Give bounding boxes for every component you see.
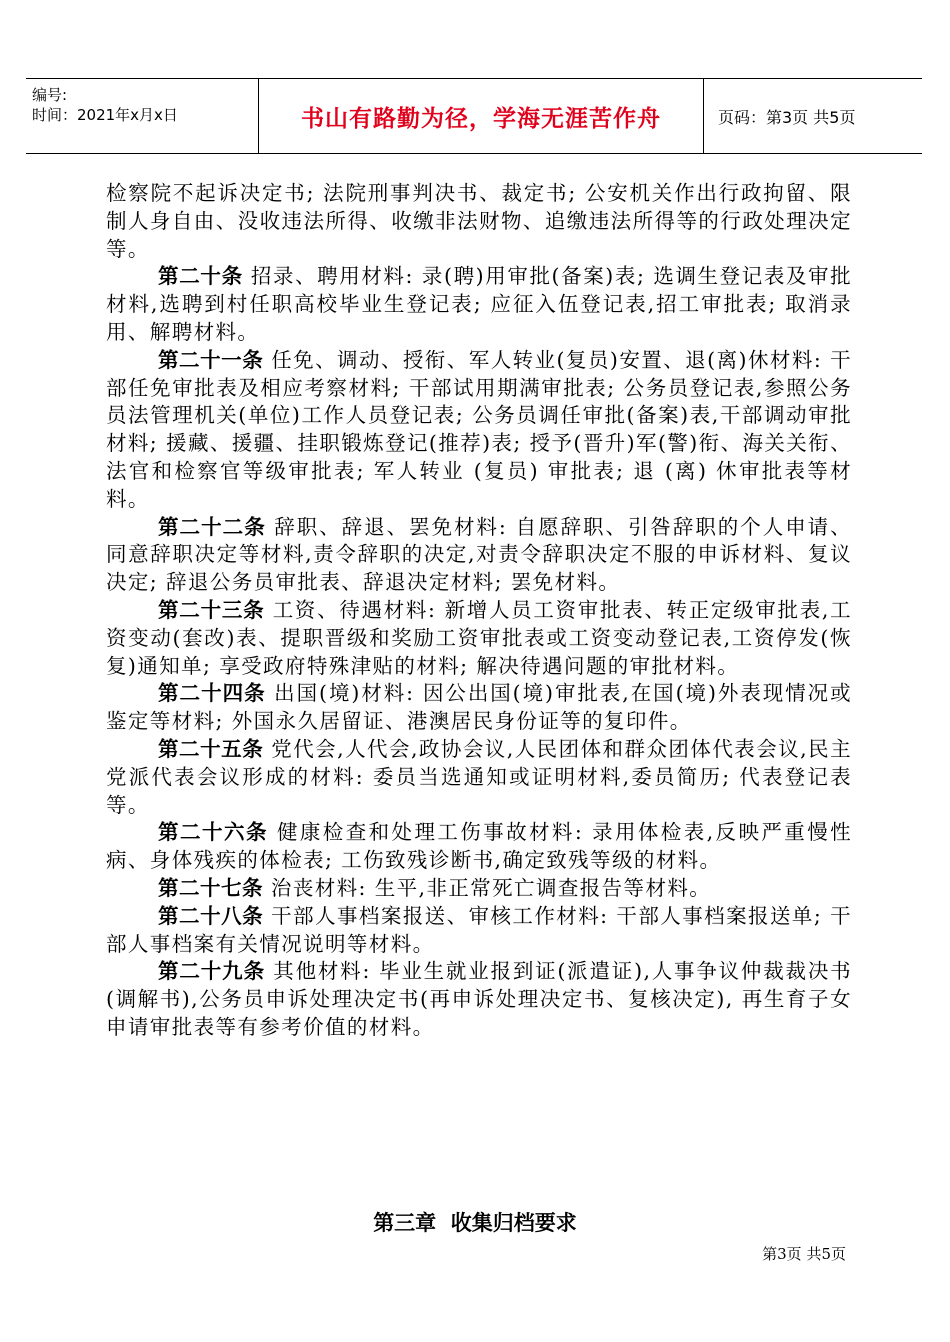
article-24 [106,680,852,736]
article-27 [106,875,852,903]
article-number: 第二十九条 [158,959,265,984]
article-text: 党代会,人代会,政协会议,人民团体和群众团体代表会议,民主党派代表会议形成的材料: 委员当选通知或证明材料,委员简历; 代表登记表等。 [106,736,852,817]
article-number: 第二十四条 [158,681,266,706]
page-header [26,78,922,154]
article-text: 出国(境)材料: 因公出国(境)审批表,在国(境)外表现情况或鉴定等材料; 外国永久居留证、港澳居民身份证等的复印件。 [106,681,853,734]
article-29 [106,958,852,1041]
paragraph-text: 检察院不起诉决定书; 法院刑事判决书、裁定书; 公安机关作出行政拘留、限制人身自由、没收违法所得、收缴非法财物、追缴违法所得等的行政处理决定等。 [106,181,852,261]
header-page-number: 页码：第3页 共5页 [718,107,856,127]
article-26 [106,819,852,875]
article-text: 其他材料: 毕业生就业报到证(派遣证),人事争议仲裁裁决书(调解书),公务员申诉处理决定书(再申诉处理决定书、复核决定), 再生育子女申请审批表等有参考价值的材料。 [106,959,853,1039]
article-28 [106,903,852,959]
document-body [106,180,852,1042]
article-21 [106,347,852,514]
document-date: 时间：2021年x月x日 [32,106,178,124]
paragraph-continuation [106,180,852,263]
article-20 [106,263,852,346]
article-number: 第二十五条 [158,736,264,761]
article-number: 第二十七条 [158,875,263,900]
document-number-label: 编号: [32,86,68,104]
header-meta [26,79,258,153]
article-number: 第二十二条 [158,514,266,539]
article-text: 干部人事档案报送、审核工作材料: 干部人事档案报送单; 干部人事档案有关情况说明等材料。 [106,903,852,956]
article-22 [106,514,852,597]
article-text: 工资、待遇材料: 新增人员工资审批表、转正定级审批表,工资变动(套改)表、提职晋级和奖励工资审批表或工资变动登记表,工资停发(恢复)通知单; 享受政府特殊津贴的材料; 解决待遇问题的审批材料。 [106,597,853,678]
article-number: 第二十三条 [158,597,265,622]
article-number: 第二十八条 [158,903,264,928]
header-motto-cell [258,79,704,153]
article-text: 任免、调动、授衔、军人转业(复员)安置、退(离)休材料: 干部任免审批表及相应考察材料; 干部试用期满审批表; 公务员登记表,参照公务员法管理机关(单位)工作人员登记表; 公务员调任审批(备案)表,干部调动审批材料; 援藏、援疆、挂职锻炼登记(推荐)表; 授予(晋升)军(警)衔、海关关衔、法官和检察官等级审批表; 军人转业 (复员) 审批表; 退 (离) 休审批表等材料。 [106,347,852,511]
footer-page-number: 第3页 共5页 [762,1245,846,1263]
article-23 [106,597,852,680]
article-25 [106,736,852,819]
article-text: 辞职、辞退、罢免材料: 自愿辞职、引咎辞职的个人申请、同意辞职决定等材料,责令辞职的决定,对责令辞职决定不服的申诉材料、复议决定; 辞退公务员审批表、辞退决定材料; 罢免材料。 [106,514,853,595]
article-number: 第二十六条 [158,820,269,845]
article-text: 治丧材料: 生平,非正常死亡调查报告等材料。 [263,875,712,900]
article-number: 第二十条 [158,264,243,289]
article-text: 健康检查和处理工伤事故材料: 录用体检表,反映严重慢性病、身体残疾的体检表; 工伤致残诊断书,确定致残等级的材料。 [106,820,853,873]
article-text: 招录、聘用材料: 录(聘)用审批(备案)表; 选调生登记表及审批材料,选聘到村任职高校毕业生登记表; 应征入伍登记表,招工审批表; 取消录用、解聘材料。 [106,264,852,344]
header-motto: 书山有路勤为径，学海无涯苦作舟 [301,105,661,132]
article-number: 第二十一条 [158,347,264,372]
chapter-heading: 第三章 收集归档要求 [373,1211,577,1235]
